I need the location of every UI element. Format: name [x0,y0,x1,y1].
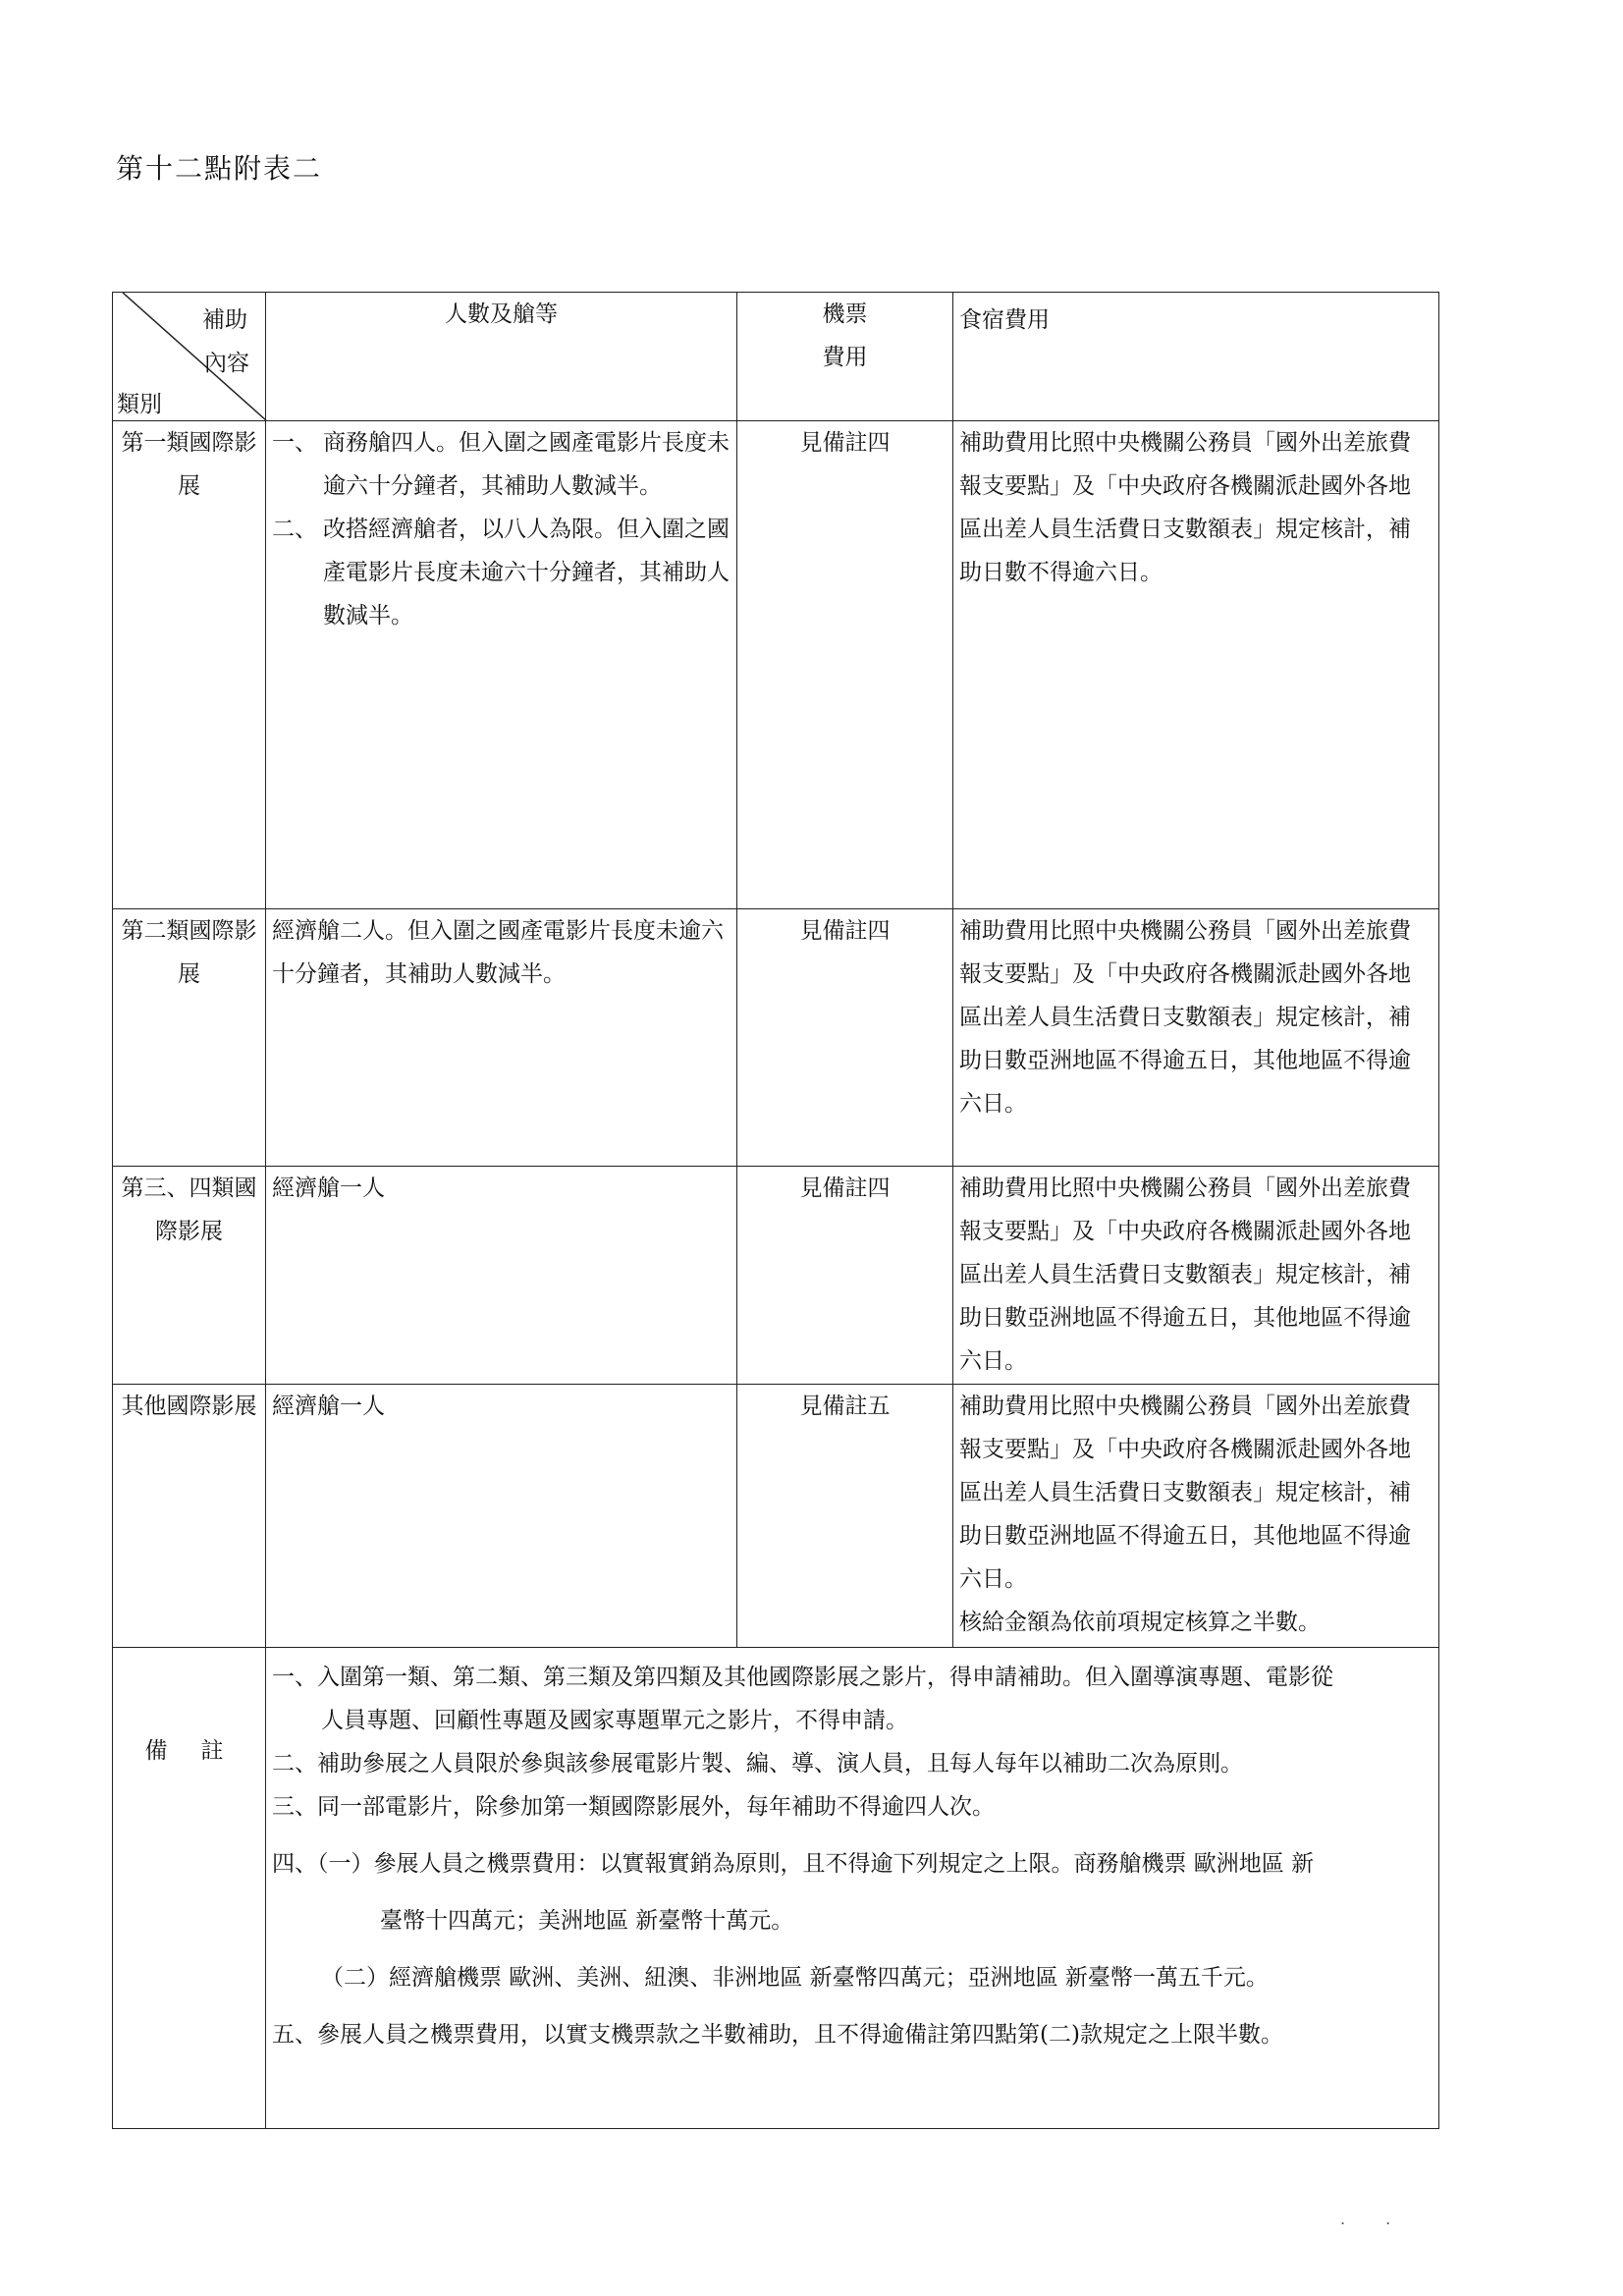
remarks-label-text: 備註 [144,1737,257,1764]
people-item [272,508,730,637]
row-lodging [953,1385,1439,1648]
remark-note-5: 五、參展人員之機票費用，以實支機票款之半數補助，且不得逾備註第四點第(二)款規定之上限半數。 [272,2022,1283,2048]
table-row [113,421,1439,909]
row-people [266,421,737,909]
row-lodging: 補助費用比照中央機關公務員「國外出差旅費報支要點」及「中央政府各機關派赴國外各地區出差人員生活費日支數額表」規定核計，補助日數亞洲地區不得逾五日，其他地區不得逾六日。 [953,1167,1439,1385]
header-ticket-line2: 費用 [822,345,868,370]
remark-note-4c: （二）經濟艙機票 歐洲、美洲、紐澳、非洲地區 新臺幣四萬元；亞洲地區 新臺幣一萬五千元。 [321,1965,1269,1991]
page-title: 第十二點附表二 [116,152,323,185]
table-row [113,1167,1439,1385]
people-item-text: 改搭經濟艙者，以八人為限。但入圍之國產電影片長度未逾六十分鐘者，其補助人數減半。 [323,517,730,629]
row-lodging: 補助費用比照中央機關公務員「國外出差旅費報支要點」及「中央政府各機關派赴國外各地區出差人員生活費日支數額表」規定核計，補助日數亞洲地區不得逾五日，其他地區不得逾六日。 [953,909,1439,1167]
row-lodging: 補助費用比照中央機關公務員「國外出差旅費報支要點」及「中央政府各機關派赴國外各地區出差人員生活費日支數額表」規定核計，補助日數不得逾六日。 [953,421,1439,909]
row-people: 經濟艙一人 [266,1167,737,1385]
row-lodging-text: 補助費用比照中央機關公務員「國外出差旅費報支要點」及「中央政府各機關派赴國外各地區出差人員生活費日支數額表」規定核計，補助日數亞洲地區不得逾五日，其他地區不得逾六日。 [959,1394,1411,1592]
people-item-num: 二、 [272,517,317,542]
diagonal-header-cell [113,293,266,421]
header-ticket-line1: 機票 [822,301,868,327]
remark-note-4a: 四、（一）參展人員之機票費用：以實報實銷為原則，且不得逾下列規定之上限。商務艙機票 歐洲地區 新 [272,1851,1315,1877]
row-ticket: 見備註四 [737,421,953,909]
row-ticket: 見備註四 [737,1167,953,1385]
remarks-content [266,1648,1439,2129]
remarks-row [113,1648,1439,2129]
remark-note-3: 三、同一部電影片，除參加第一類國際影展外，每年補助不得逾四人次。 [272,1794,995,1820]
people-item-num: 一、 [272,430,317,456]
people-item-text: 商務艙四人。但入圍之國產電影片長度未逾六十分鐘者，其補助人數減半。 [323,430,730,499]
table-row [113,909,1439,1167]
header-diag-mid: 內容 [204,351,249,376]
row-category: 第二類國際影展 [113,909,266,1167]
remark-note-4b: 臺幣十四萬元；美洲地區 新臺幣十萬元。 [380,1908,794,1934]
row-category: 其他國際影展 [113,1385,266,1648]
row-ticket: 見備註四 [737,909,953,1167]
header-lodging: 食宿費用 [953,293,1439,421]
remark-note-1b: 人員專題、回顧性專題及國家專題單元之影片，不得申請。 [321,1708,908,1733]
row-people: 經濟艙一人 [266,1385,737,1648]
header-diag-bottom: 類別 [117,392,162,417]
people-item [272,421,730,508]
remark-note-2: 二、補助參展之人員限於參與該參展電影片製、編、導、演人員，且每人每年以補助二次為原則。 [272,1751,1243,1777]
table-row [113,1385,1439,1648]
row-ticket: 見備註五 [737,1385,953,1648]
remark-note-1a: 一、入圍第一類、第二類、第三類及第四類及其他國際影展之影片，得申請補助。但入圍導演專題、電影從 [272,1665,1333,1690]
row-lodging-extra: 核給金額為依前項規定核算之半數。 [959,1610,1321,1635]
remarks-label [113,1648,266,2129]
header-diag-top: 補助 [202,307,247,333]
table-header-row [113,293,1439,421]
header-ticket [737,293,953,421]
row-category: 第三、四類國際影展 [113,1167,266,1385]
subsidy-table [112,292,1439,2129]
header-people: 人數及艙等 [266,293,737,421]
footer-mark: . . [1340,2210,1409,2228]
row-people: 經濟艙二人。但入圍之國產電影片長度未逾六十分鐘者，其補助人數減半。 [266,909,737,1167]
row-category: 第一類國際影展 [113,421,266,909]
